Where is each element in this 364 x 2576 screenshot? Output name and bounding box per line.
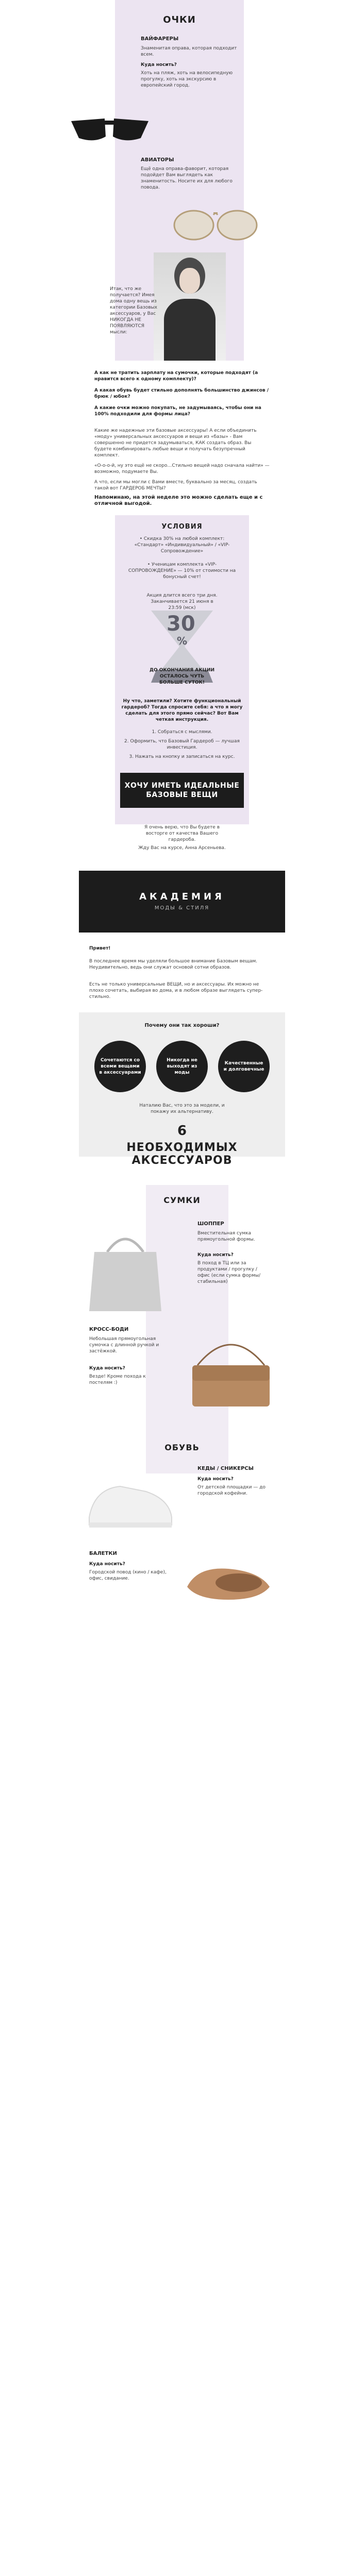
why-circle-2: Никогда не выходят из моды	[156, 1041, 208, 1092]
bags-title: СУМКИ	[163, 1195, 201, 1205]
conditions-deadline: Акция длится всего три дня. Заканчивается 21 июня в 23:59 (мск)	[146, 593, 218, 611]
conditions-item-2: • Ученицам комплекта «VIP-СОПРОВОЖДЕНИЕ» — 10% от стоимости на бонусный счет!	[128, 562, 236, 580]
brand-tagline: МОДЫ & СТИЛЯ	[154, 905, 210, 911]
wayfarer-desc: Знаменитая оправа, которая подходит всем.	[141, 46, 237, 57]
signature: Жду Вас на курсе, Анна Арсеньева.	[138, 845, 226, 851]
flats-title: БАЛЕТКИ	[89, 1551, 117, 1556]
why-title: Почему они так хороши?	[144, 1023, 220, 1028]
kedy-where: От детской площадки — до городской кофейни.	[197, 1485, 266, 1496]
crossbody-desc: Небольшая прямоугольная сумочка с длинной ручкой и застёжкой.	[89, 1336, 159, 1354]
wayfarer-where-label: Куда носить?	[141, 62, 177, 67]
why-circle-3: Качественные и долговечные	[218, 1041, 270, 1092]
kedy-where-label: Куда носить?	[197, 1477, 234, 1482]
cta-step-2: 2. Оформить, что Базовый Гардероб — лучшая инвестиция.	[124, 739, 240, 750]
shopper-desc: Вместительная сумка прямоугольной формы.	[197, 1231, 255, 1242]
conditions-item-1: • Скидка 30% на любой комплект: «Стандарт» «Индивидуальный» / «VIP-Сопровождение»	[134, 536, 230, 554]
second-para-2: Есть не только универсальные ВЕЩИ, но и аксессуары. Их можно не плохо сочетать, выбирая во дома, и в любом образе выглядеть супер-стильно.	[89, 982, 263, 999]
sneakers-image	[84, 1468, 177, 1535]
brand-bar	[79, 871, 285, 933]
shopper-title: ШОППЕР	[197, 1221, 224, 1227]
kedy-title: КЕДЫ / СНИКЕРСЫ	[197, 1466, 254, 1471]
wayfarer-title: ВАЙФАРЕРЫ	[141, 36, 179, 42]
crossbody-where-label: Куда носить?	[89, 1366, 125, 1371]
aviator-sunglasses-image	[169, 204, 262, 245]
glasses-title: ОЧКИ	[163, 14, 196, 25]
greeting: Привет!	[89, 946, 111, 951]
shopper-where-label: Куда носить?	[197, 1252, 234, 1258]
shoes-title: ОБУВЬ	[164, 1443, 200, 1452]
six-title: НЕОБХОДИМЫХ АКСЕССУАРОВ	[126, 1141, 238, 1167]
wayfarer-sunglasses-image	[69, 108, 151, 149]
shopper-where: В поход в ТЦ или за продуктами / прогулку / офис (если сумка формы/стабильная)	[197, 1261, 261, 1284]
intro-bullet-3: А какие очки можно покупать, не задумываясь, чтобы они на 100% подходили для формы лица?	[94, 405, 261, 417]
flats-where-label: Куда носить?	[89, 1562, 125, 1567]
crossbody-title: КРОСС-БОДИ	[89, 1327, 129, 1332]
brand-name: АКАДЕМИЯ	[139, 891, 225, 902]
countdown-text: ДО ОКОНЧАНИЯ АКЦИИ ОСТАЛОСЬ ЧУТЬ БОЛЬШЕ СУТОК!	[149, 668, 215, 685]
model-photo	[154, 252, 226, 361]
intro-quote: Итак, что же получается? Имея дома одну вещь из категории Базовых аксессуаров, у Вас НИКОГДА НЕ ПОЯВЛЯЮТСЯ мысли:	[110, 286, 157, 335]
intro-bullet-2: А какая обувь будет стильно дополнять большинство джинсов / брюк / юбок?	[94, 388, 269, 399]
why-note: Наталию Вас, что это за модели, и покажу их альтернативу.	[139, 1103, 225, 1114]
intro-para-3: А что, если мы могли с Вами вместе, буквально за месяц, создать такой вот ГАРДЕРОБ МЕЧТЫ?	[94, 480, 257, 491]
crossbody-where: Везде! Кроме похода к постелям :)	[89, 1374, 146, 1385]
intro-bullet-1: А как не тратить зарплату на сумочки, которые подходят (а нравится всего к одному комплекту)?	[94, 370, 258, 382]
email-body	[79, 0, 285, 2576]
outro-text: Я очень верю, что Вы будете в восторге от качества Вашего гардероба.	[144, 825, 220, 842]
aviator-desc: Ещё одна оправа-фаворит, которая подойдет Вам выглядеть как знаменитость. Носите их для любого повода.	[141, 166, 233, 190]
conditions-title: УСЛОВИЯ	[161, 523, 203, 531]
cta-step-3: 3. Нажать на кнопку и записаться на курс.	[129, 754, 235, 759]
six-number: 6	[177, 1123, 187, 1139]
cta-step-1: 1. Собраться с мыслями.	[152, 730, 212, 735]
why-circle-1: Сочетаются со всеми вещами в аксессуарами	[94, 1041, 146, 1092]
second-para-1: В последнее время мы уделяли большое внимание Базовым вещам. Неудивительно, ведь они служат основой сотни образов.	[89, 959, 258, 970]
aviator-title: АВИАТОРЫ	[141, 157, 174, 163]
intro-para-2: «О-о-о-й, ну это ещё не скоро…Стильно вещей надо сначала найти» — возможно, подумаете Вы.	[94, 463, 270, 474]
flats-where: Городской повод (кино / кафе), офис, свидание.	[89, 1570, 167, 1581]
cta-button[interactable]: ХОЧУ ИМЕТЬ ИДЕАЛЬНЫЕ БАЗОВЫЕ ВЕЩИ	[120, 773, 244, 808]
discount-number: 30	[167, 612, 195, 636]
cta-question: Ну что, заметили? Хотите функциональный гардероб? Тогда спросите себя: а что я могу сделать для этого прямо сейчас? Вот Вам четкая инструкция.	[121, 699, 243, 722]
shopper-bag-image	[87, 1226, 164, 1314]
discount-percent: %	[177, 635, 188, 647]
intro-para-1: Какие же надежные эти базовые аксессуары! А если объединить «моду» универсальных аксессуаров и вещи из «базы» - Вам совершенно не придется задумываться, КАК создать образ. Вы будете комбинировать любые вещи и получать безупречный комплект.	[94, 428, 257, 458]
ballet-flats-image	[182, 1551, 275, 1607]
crossbody-bag-image	[187, 1334, 275, 1412]
intro-remind: Напоминаю, на этой неделе это можно сделать еще и с отличной выгодой.	[94, 495, 263, 506]
wayfarer-where: Хоть на пляж, хоть на велосипедную прогулку, хоть на экскурсию в европейский город.	[141, 71, 233, 88]
